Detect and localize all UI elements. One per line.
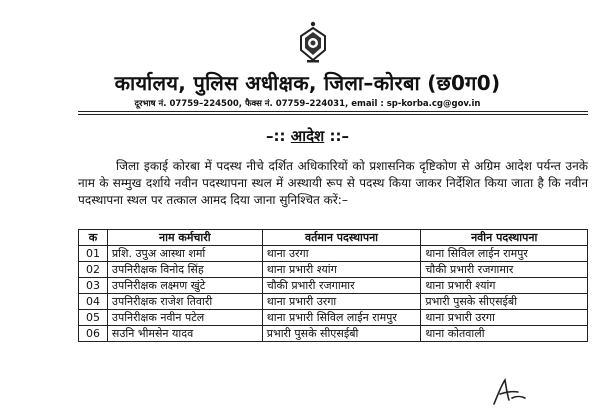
serial-cell: 04 xyxy=(79,294,108,310)
handwritten-signature-icon xyxy=(488,376,528,408)
name-cell: प्रशि. उपुअ आस्था शर्मा xyxy=(107,246,262,262)
table-row xyxy=(79,246,588,262)
name-cell: उपनिरीक्षक राजेश तिवारी xyxy=(107,294,262,310)
serial-cell: 03 xyxy=(79,278,108,294)
header-new-posting: नवीन पदस्थापना xyxy=(421,230,588,246)
header-divider-second xyxy=(78,114,588,115)
current-posting-cell: थाना प्रभारी सिविल लाईन रामपुर xyxy=(262,310,421,326)
current-posting-cell: चौकी प्रभारी रजगामार xyxy=(262,278,421,294)
current-posting-cell: प्रभारी पुसके सीएसईबी xyxy=(262,326,421,342)
name-cell: सउनि भीमसेन यादव xyxy=(107,326,262,342)
serial-cell: 06 xyxy=(79,326,108,342)
new-posting-cell: थाना प्रभारी उरगा xyxy=(421,310,588,326)
table-row xyxy=(79,326,588,342)
contact-line: दूरभाष नं. 07759–224500, फैक्स नं. 07759–224031, email : sp-korba.cg@gov.in xyxy=(134,99,481,109)
office-title: कार्यालय, पुलिस अधीक्षक, जिला–कोरबा (छ0ग0) xyxy=(114,71,501,95)
header-divider xyxy=(78,111,588,112)
name-cell: उपनिरीक्षक नवीन पटेल xyxy=(107,310,262,326)
current-posting-cell: थाना प्रभारी श्यांग xyxy=(262,262,421,278)
order-heading-prefix: –:: xyxy=(266,127,286,145)
order-heading xyxy=(0,126,615,146)
current-posting-cell: थाना उरगा xyxy=(262,246,421,262)
police-emblem-icon xyxy=(297,20,329,64)
table-row xyxy=(79,310,588,326)
current-posting-cell: थाना प्रभारी उरगा xyxy=(262,294,421,310)
serial-cell: 02 xyxy=(79,262,108,278)
header-current-posting: वर्तमान पदस्थापना xyxy=(262,230,421,246)
table-row xyxy=(79,294,588,310)
table-row xyxy=(79,262,588,278)
table-row xyxy=(79,278,588,294)
order-paragraph-text: जिला इकाई कोरबा में पदस्थ नीचे दर्शित अधिकारियों को प्रशासनिक दृष्टिकोण से अग्रिम आदेश पर्यन्त उनके नाम के सम्मुख दर्शाये नवीन पदस्थापना स्थल में अस्थायी रूप से पदस्थ किया जाकर निर्देशित किया जाता है कि नवीन पदस्थापना स्थल पर तत्काल आमद दिया जाना सुनिश्चित करें:– xyxy=(78,159,588,207)
header-employee-name: नाम कर्मचारी xyxy=(107,230,262,246)
new-posting-cell: प्रभारी पुसके सीएसईबी xyxy=(421,294,588,310)
transfer-table xyxy=(78,229,588,342)
name-cell: उपनिरीक्षक विनोद सिंह xyxy=(107,262,262,278)
header-serial: क xyxy=(79,230,108,246)
serial-cell: 05 xyxy=(79,310,108,326)
new-posting-cell: थाना सिविल लाईन रामपुर xyxy=(421,246,588,262)
order-heading-word: आदेश xyxy=(290,127,325,145)
new-posting-cell: थाना प्रभारी श्यांग xyxy=(421,278,588,294)
table-header-row xyxy=(79,230,588,246)
order-heading-suffix: ::– xyxy=(329,127,349,145)
name-cell: उपनिरीक्षक लक्ष्मण खुंटे xyxy=(107,278,262,294)
new-posting-cell: चौकी प्रभारी रजगामार xyxy=(421,262,588,278)
order-paragraph xyxy=(78,158,588,209)
serial-cell: 01 xyxy=(79,246,108,262)
new-posting-cell: थाना कोतवाली xyxy=(421,326,588,342)
